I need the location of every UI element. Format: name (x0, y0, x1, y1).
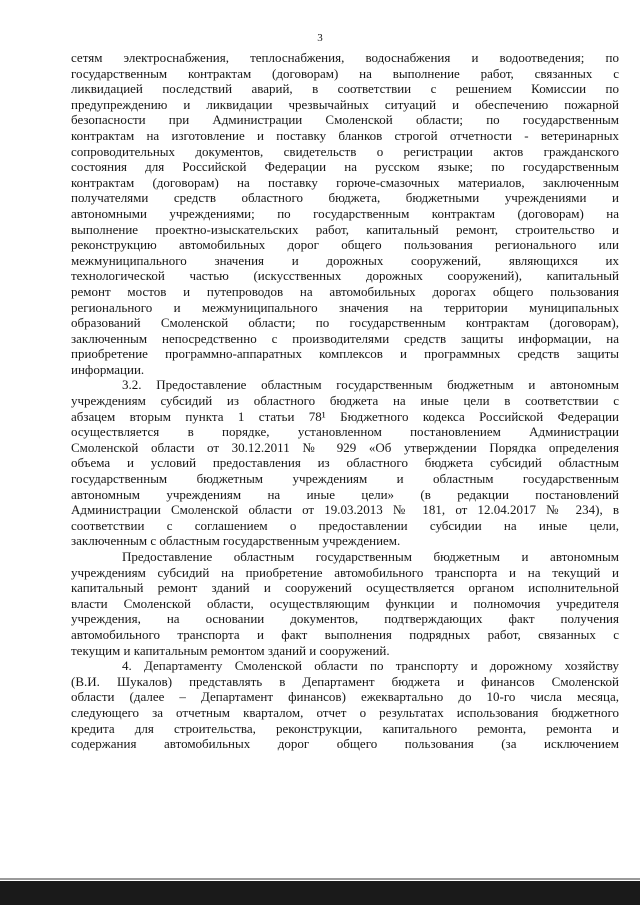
text-line: капитальный ремонт зданий и сооружений осуществляется органом исполнительной (71, 580, 619, 596)
text-line: абзацем вторым пункта 1 статьи 78¹ Бюджетного кодекса Российской Федерации (71, 408, 619, 424)
text-line: заключенным с областным государственным учреждением. (71, 533, 401, 549)
text-line: следующего за отчетным кварталом, отчет о результатах использования бюджетного (71, 704, 619, 720)
text-line: состояния для Российской Федерации на русском языке; по государственным (71, 159, 619, 175)
text-line: реконструкцию автомобильных дорог общего пользования регионального или (71, 237, 619, 253)
text-line: автономным учреждениям на иные цели» (в редакции постановлений (71, 486, 619, 502)
text-line: регионального и межмуниципального значения на территории муниципальных (71, 299, 619, 315)
text-line: 3.2. Предоставление областным государственным бюджетным и автономным (122, 377, 619, 393)
paragraph-3-2 (71, 377, 619, 549)
text-line: учреждениям субсидий из областного бюджета на иные цели в соответствии с (71, 393, 619, 409)
text-line: автомобильного транспорта и факт выполнения подрядных работ, связанных с (71, 626, 619, 642)
text-line: контрактам (договорам) на поставку горюче-смазочных материалов, заключенным (71, 174, 619, 190)
text-line: содержания автомобильных дорог общего пользования (за исключением (71, 736, 619, 752)
text-line: предупреждению и ликвидации чрезвычайных ситуаций и обеспечению пожарной (71, 96, 619, 112)
text-line: государственным бюджетным учреждениям и областным государственным (71, 471, 619, 487)
text-line: соответствии с соглашением о предоставлении субсидии на иные цели, (71, 517, 619, 533)
text-line: межмуниципального значения и дорожных сооружений, являющихся их (71, 252, 619, 268)
text-line: получателями средств областного бюджета, бюджетными учреждениями и (71, 190, 619, 206)
text-line: заключенным непосредственно с производителями средств защиты информации, на (71, 330, 619, 346)
scan-bottom-edge (0, 881, 640, 905)
paragraph-vehicle-subsidies (71, 549, 619, 658)
page-number: 3 (317, 32, 323, 44)
text-line: объема и условий предоставления из областного бюджета субсидий областным (71, 455, 619, 471)
text-line: Смоленской области от 30.12.2011 № 929 «Об утверждении Порядка определения (71, 439, 619, 455)
text-line: учреждения, на основании документов, подтверждающих факт получения (71, 611, 619, 627)
text-line: 4. Департаменту Смоленской области по транспорту и дорожному хозяйству (122, 658, 619, 674)
text-line: государственным контрактам (договорам) на выполнение работ, связанных с (71, 65, 619, 81)
text-line: сетям электроснабжения, теплоснабжения, водоснабжения и водоотведения; по (71, 50, 619, 65)
text-line: кредита для строительства, реконструкции, капитального ремонта, ремонта и (71, 720, 619, 736)
text-line: ликвидацией последствий аварий, в соответствии с решением Комиссии по (71, 81, 619, 97)
text-line: автономными учреждениями; по государственным контрактам (договорам) на (71, 205, 619, 221)
paragraph-1 (71, 50, 619, 377)
text-line: осуществляется в порядке, установленном постановлением Администрации (71, 424, 619, 440)
text-line: Администрации Смоленской области от 19.03.2013 № 181, от 12.04.2017 № 234), в (71, 502, 619, 518)
text-line: информации. (71, 361, 145, 377)
text-line: выполнение проектно-изыскательских работ, капитальный ремонт, строительство и (71, 221, 619, 237)
text-line: приобретение программно-аппаратных комплексов и программных средств защиты (71, 346, 619, 362)
text-line: сопроводительных документов, свидетельств о регистрации актов гражданского (71, 143, 619, 159)
text-line: (В.И. Шукалов) представлять в Департамент бюджета и финансов Смоленской (71, 673, 619, 689)
text-line: контрактам на изготовление и поставку бланков строгой отчетности - ветеринарных (71, 127, 619, 143)
text-line: ремонт мостов и путепроводов на автомобильных дорогах общего пользования (71, 283, 619, 299)
text-line: учреждениям субсидий на приобретение автомобильного транспорта и на текущий и (71, 564, 619, 580)
text-line: образований Смоленской области; по государственным контрактам (договорам), (71, 315, 619, 331)
text-line: технологической частью (искусственных дорожных сооружений), капитальный (71, 268, 619, 284)
document-body (71, 50, 619, 752)
text-line: Предоставление областным государственным бюджетным и автономным (122, 549, 619, 564)
text-line: безопасности при Администрации Смоленской области; по государственным (71, 112, 619, 128)
text-line: власти Смоленской области, осуществляющим функции и полномочия учредителя (71, 595, 619, 611)
text-line: текущим и капитальным ремонтом зданий и сооружений. (71, 642, 390, 658)
text-line: области (далее – Департамент финансов) ежеквартально до 10-го числа месяца, (71, 689, 619, 705)
paragraph-4 (71, 658, 619, 752)
